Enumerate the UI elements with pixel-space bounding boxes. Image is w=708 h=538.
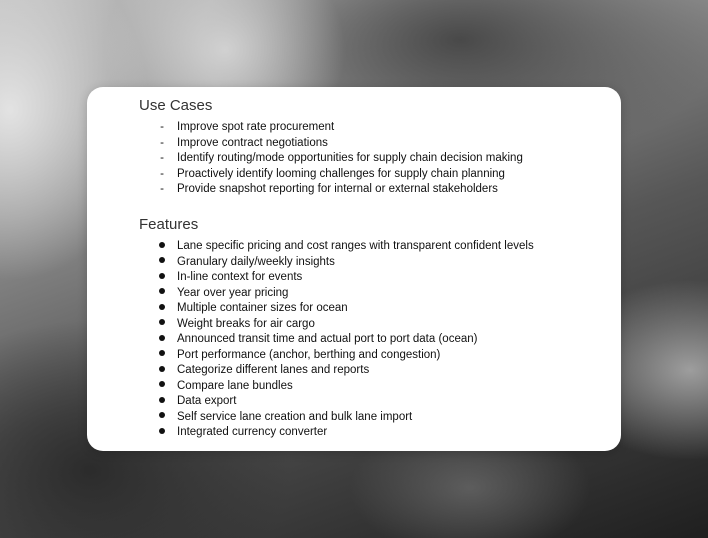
bullet-icon bbox=[157, 425, 167, 441]
list-item-label: Weight breaks for air cargo bbox=[177, 317, 315, 330]
list-item-label: Compare lane bundles bbox=[177, 379, 293, 392]
list-item-label: Port performance (anchor, berthing and congestion) bbox=[177, 348, 441, 361]
list-item-label: Improve contract negotiations bbox=[177, 136, 328, 149]
list-item-label: Proactively identify looming challenges for supply chain planning bbox=[177, 167, 505, 180]
dash-marker: - bbox=[160, 183, 164, 195]
bullet-icon bbox=[157, 317, 167, 333]
list-item-label: Categorize different lanes and reports bbox=[177, 364, 370, 376]
list-item-label: Data export bbox=[177, 395, 237, 407]
bullet-icon bbox=[157, 410, 167, 426]
bullet-icon bbox=[157, 270, 167, 286]
content-card bbox=[87, 87, 621, 451]
features-heading: Features bbox=[139, 216, 199, 233]
bullet-icon bbox=[157, 301, 167, 317]
list-item-label: Granulary daily/weekly insights bbox=[177, 255, 335, 268]
bullet-icon bbox=[157, 363, 167, 379]
list-item-label: Improve spot rate procurement bbox=[177, 121, 335, 133]
bullet-icon bbox=[157, 255, 167, 271]
list-item-label: Self service lane creation and bulk lane import bbox=[177, 410, 413, 423]
list-item-label: Lane specific pricing and cost ranges with transparent confident levels bbox=[177, 240, 534, 252]
list-item-label: In-line context for events bbox=[177, 271, 303, 283]
bullet-icon bbox=[157, 379, 167, 395]
list-item-label: Year over year pricing bbox=[177, 286, 289, 299]
dash-marker: - bbox=[160, 136, 164, 149]
list-item-label: Integrated currency converter bbox=[177, 426, 328, 438]
dash-marker: - bbox=[160, 167, 164, 180]
dash-marker: - bbox=[160, 121, 164, 133]
list-item-label: Identify routing/mode opportunities for supply chain decision making bbox=[177, 152, 523, 164]
bullet-icon bbox=[157, 394, 167, 410]
list-item-label: Multiple container sizes for ocean bbox=[177, 302, 348, 314]
bullet-icon bbox=[157, 286, 167, 302]
dash-marker: - bbox=[160, 152, 164, 164]
list-item-label: Provide snapshot reporting for internal or external stakeholders bbox=[177, 183, 498, 195]
bullet-icon bbox=[157, 348, 167, 364]
bullet-icon bbox=[157, 332, 167, 348]
list-item-label: Announced transit time and actual port to port data (ocean) bbox=[177, 333, 478, 345]
bullet-icon bbox=[157, 239, 167, 255]
use-cases-heading: Use Cases bbox=[139, 97, 213, 114]
